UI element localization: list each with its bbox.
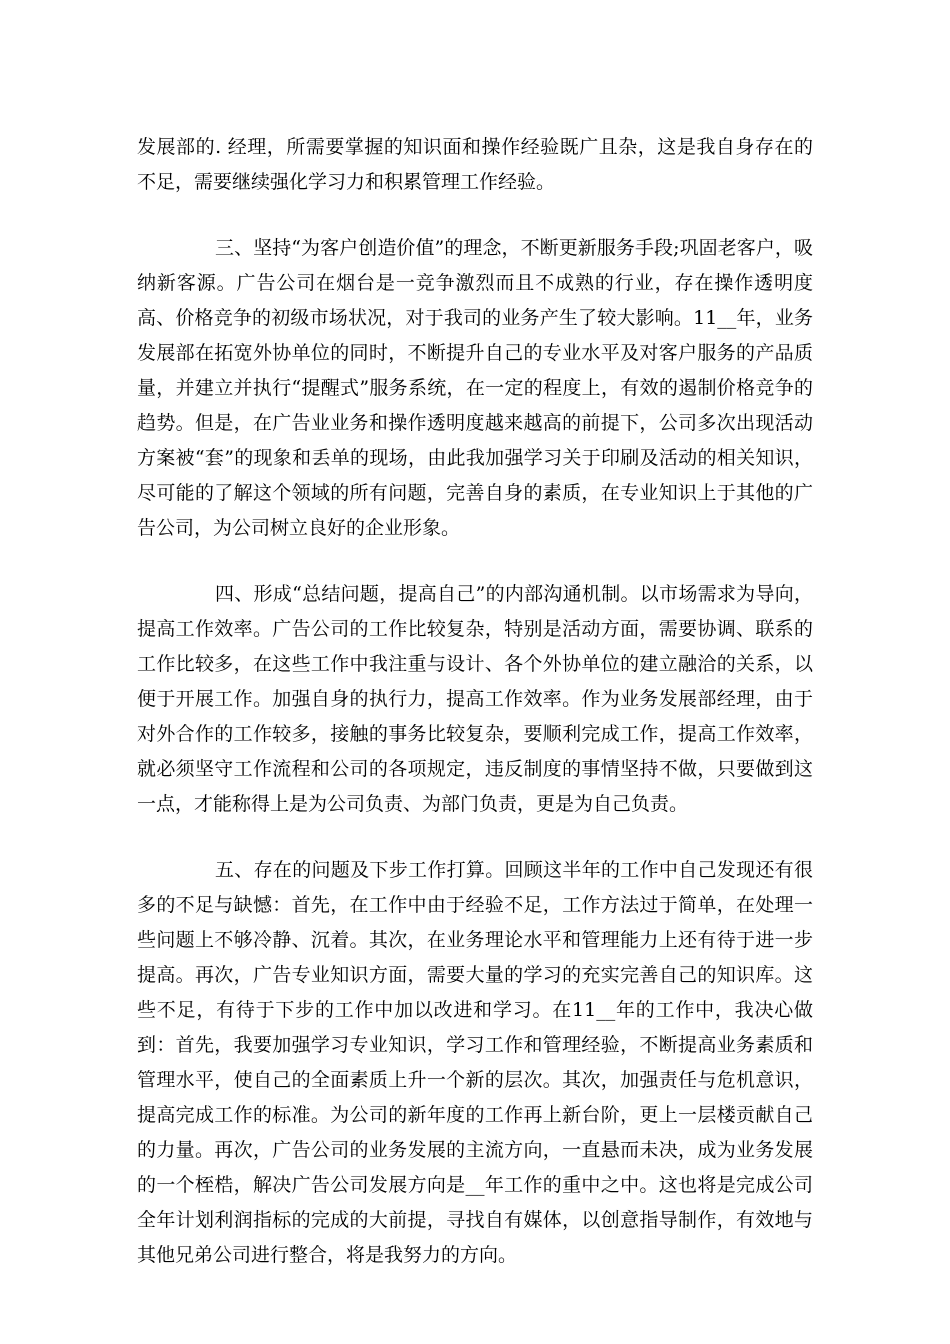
paragraph-continuation: 发展部的. 经理，所需要掌握的知识面和操作经验既广且杂，这是我自身存在的不足，需要继续强化学习力和积累管理工作经验。	[137, 136, 813, 193]
paragraph-section-three: 三、坚持“为客户创造价值”的理念，不断更新服务手段;巩固老客户，吸纳新客源。广告公司在烟台是一竞争激烈而且不成熟的行业，存在操作透明度高、价格竞争的初级市场状况，对于我司的业务产生了较大影响。11__年，业务发展部在拓宽外协单位的同时，不断提升自己的专业水平及对客户服务的产品质量，并建立并执行“提醒式”服务系统，在一定的程度上，有效的遏制价格竞争的趋势。但是，在广告业业务和操作透明度越来越高的前提下，公司多次出现活动方案被“套”的现象和丢单的现场，由此我加强学习关于印刷及活动的相关知识，尽可能的了解这个领域的所有问题，完善自身的素质，在专业知识上于其他的广告公司，为公司树立良好的企业形象。	[137, 237, 813, 539]
document-body	[137, 130, 813, 1304]
paragraph-section-five: 五、存在的问题及下步工作打算。回顾这半年的工作中自己发现还有很多的不足与缺憾：首先，在工作中由于经验不足，工作方法过于简单，在处理一些问题上不够冷静、沉着。其次，在业务理论水平和管理能力上还有待于进一步提高。再次，广告专业知识方面，需要大量的学习的充实完善自己的知识库。这些不足，有待于下步的工作中加以改进和学习。在11__年的工作中，我决心做到：首先，我要加强学习专业知识，学习工作和管理经验，不断提高业务素质和管理水平，使自己的全面素质上升一个新的层次。其次，加强责任与危机意识，提高完成工作的标准。为公司的新年度的工作再上新台阶，更上一层楼贡献自己的力量。再次，广告公司的业务发展的主流方向，一直悬而未决，成为业务发展的一个桎梏，解决广告公司发展方向是__年工作的重中之中。这也将是完成公司全年计划利润指标的完成的大前提，寻找自有媒体，以创意指导制作，有效地与其他兄弟公司进行整合，将是我努力的方向。	[137, 859, 813, 1266]
paragraph-section-four: 四、形成“总结问题，提高自己”的内部沟通机制。以市场需求为导向，提高工作效率。广告公司的工作比较复杂，特别是活动方面，需要协调、联系的工作比较多，在这些工作中我注重与设计、各个外协单位的建立融洽的关系，以便于开展工作。加强自身的执行力，提高工作效率。作为业务发展部经理，由于对外合作的工作较多，接触的事务比较复杂，要顺利完成工作，提高工作效率，就必须坚守工作流程和公司的各项规定，违反制度的事情坚持不做，只要做到这一点，才能称得上是为公司负责、为部门负责，更是为自己负责。	[137, 583, 813, 815]
